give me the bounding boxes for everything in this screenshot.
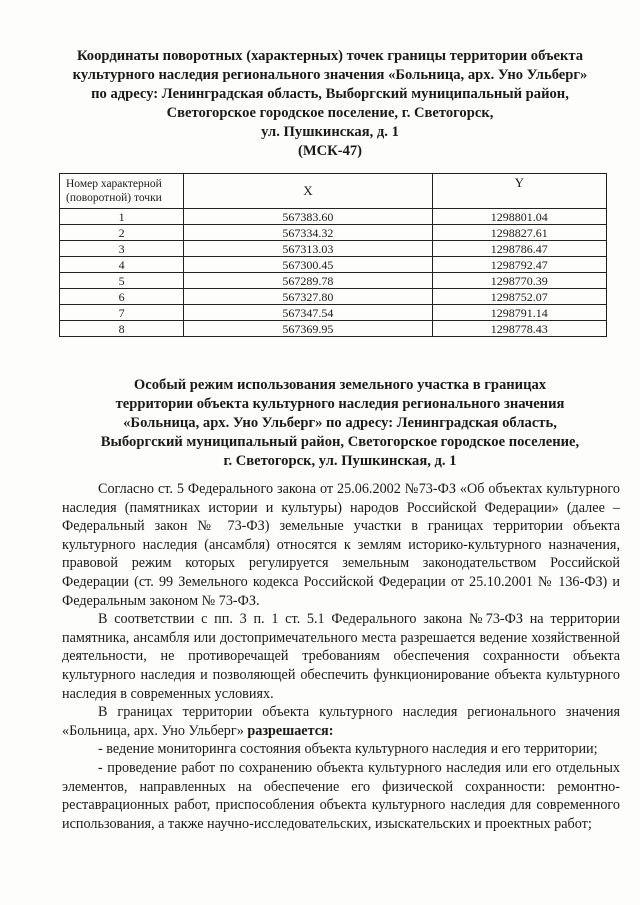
point-number: 3 bbox=[60, 241, 184, 257]
y-value: 1298792.47 bbox=[432, 257, 606, 273]
point-number: 4 bbox=[60, 257, 184, 273]
body-text bbox=[62, 480, 620, 833]
x-value: 567383.60 bbox=[184, 209, 432, 225]
x-value: 567334.32 bbox=[184, 225, 432, 241]
heading-line: (МСК-47) bbox=[297, 143, 363, 159]
table-row bbox=[60, 321, 607, 337]
y-value: 1298778.43 bbox=[432, 321, 606, 337]
point-number: 8 bbox=[60, 321, 184, 337]
section-heading-line: территории объекта культурного наследия регионального значения bbox=[115, 396, 565, 412]
heading-line: ул. Пушкинская, д. 1 bbox=[261, 124, 399, 140]
section-heading-line: «Больница, арх. Уно Ульберг» по адресу: Ленинградская область, bbox=[123, 415, 557, 431]
heading-line: культурного наследия регионального значения «Больница, арх. Уно Ульберг» bbox=[72, 67, 588, 83]
column-header-x: X bbox=[184, 174, 432, 209]
x-value: 567369.95 bbox=[184, 321, 432, 337]
column-header-point: Номер характерной (поворотной) точки bbox=[60, 174, 184, 209]
heading-line: по адресу: Ленинградская область, Выборгский муниципальный район, bbox=[91, 86, 569, 102]
y-value: 1298752.07 bbox=[432, 289, 606, 305]
paragraph-economic-activity: В соответствии с пп. 3 п. 1 ст. 5.1 Федерального закона №73-ФЗ на территории памятника, ансамбля или достопримечательного места разрешается ведение хозяйственной деятельности, не противоречащей требованиям обеспечения сохранности объекта культурного наследия и позволяющей обеспечить функционирование объекта культурного наследия в современных условиях. bbox=[62, 611, 620, 702]
section-heading-line: Выборгский муниципальный район, Светогорское городское поселение, bbox=[100, 434, 580, 450]
x-value: 567313.03 bbox=[184, 241, 432, 257]
paragraph-law-reference: Согласно ст. 5 Федерального закона от 25.06.2002 №73-ФЗ «Об объектах культурного наследия (памятниках истории и культуры) народов Российской Федерации» (далее – Федеральный закон № 73-ФЗ) земельные участки в границах территории объекта культурного наследия (ансамбля) относятся к землям историко-культурного назначения, правовой режим которых регулируется земельным законодательством Российской Федерации (ст. 99 Земельного кодекса Российской Федерации от 25.10.2001 № 136-ФЗ) и Федеральным законом № 73-ФЗ. bbox=[62, 481, 620, 609]
column-header-y: Y bbox=[432, 174, 606, 209]
y-value: 1298786.47 bbox=[432, 241, 606, 257]
x-value: 567347.54 bbox=[184, 305, 432, 321]
table-row bbox=[60, 273, 607, 289]
point-number: 7 bbox=[60, 305, 184, 321]
y-value: 1298791.14 bbox=[432, 305, 606, 321]
point-number: 6 bbox=[60, 289, 184, 305]
special-regime-heading bbox=[60, 376, 620, 471]
permitted-intro-text: В границах территории объекта культурного наследия регионального значения «Больница, арх. Уно Ульберг» bbox=[62, 704, 620, 739]
table-row bbox=[60, 257, 607, 273]
coordinates-heading bbox=[40, 47, 620, 161]
x-value: 567300.45 bbox=[184, 257, 432, 273]
y-value: 1298770.39 bbox=[432, 273, 606, 289]
x-value: 567289.78 bbox=[184, 273, 432, 289]
table-header-row bbox=[60, 174, 607, 209]
coordinates-table bbox=[59, 173, 607, 337]
table-row bbox=[60, 225, 607, 241]
point-number: 5 bbox=[60, 273, 184, 289]
y-value: 1298827.61 bbox=[432, 225, 606, 241]
section-heading-line: г. Светогорск, ул. Пушкинская, д. 1 bbox=[223, 453, 457, 469]
table-row bbox=[60, 209, 607, 225]
y-value: 1298801.04 bbox=[432, 209, 606, 225]
paragraph-monitoring: - ведение мониторинга состояния объекта культурного наследия и его территории; bbox=[98, 741, 598, 758]
table-row bbox=[60, 305, 607, 321]
point-number: 1 bbox=[60, 209, 184, 225]
paragraph-preservation-works: - проведение работ по сохранению объекта культурного наследия или его отдельных элементов, направленных на обеспечение его физической сохранности: ремонтно-реставрационных работ, приспособления объекта культурного наследия для современного использования, а также научно-исследовательских, изыскательских и проектных работ; bbox=[62, 759, 620, 832]
point-number: 2 bbox=[60, 225, 184, 241]
heading-line: Светогорское городское поселение, г. Светогорск, bbox=[166, 105, 494, 121]
paragraph-permitted-intro bbox=[62, 703, 620, 740]
section-heading-line: Особый режим использования земельного участка в границах bbox=[133, 377, 547, 393]
table-row bbox=[60, 289, 607, 305]
heading-line: Координаты поворотных (характерных) точек границы территории объекта bbox=[76, 48, 584, 64]
x-value: 567327.80 bbox=[184, 289, 432, 305]
table-row bbox=[60, 241, 607, 257]
permitted-label: разрешается: bbox=[247, 722, 334, 739]
